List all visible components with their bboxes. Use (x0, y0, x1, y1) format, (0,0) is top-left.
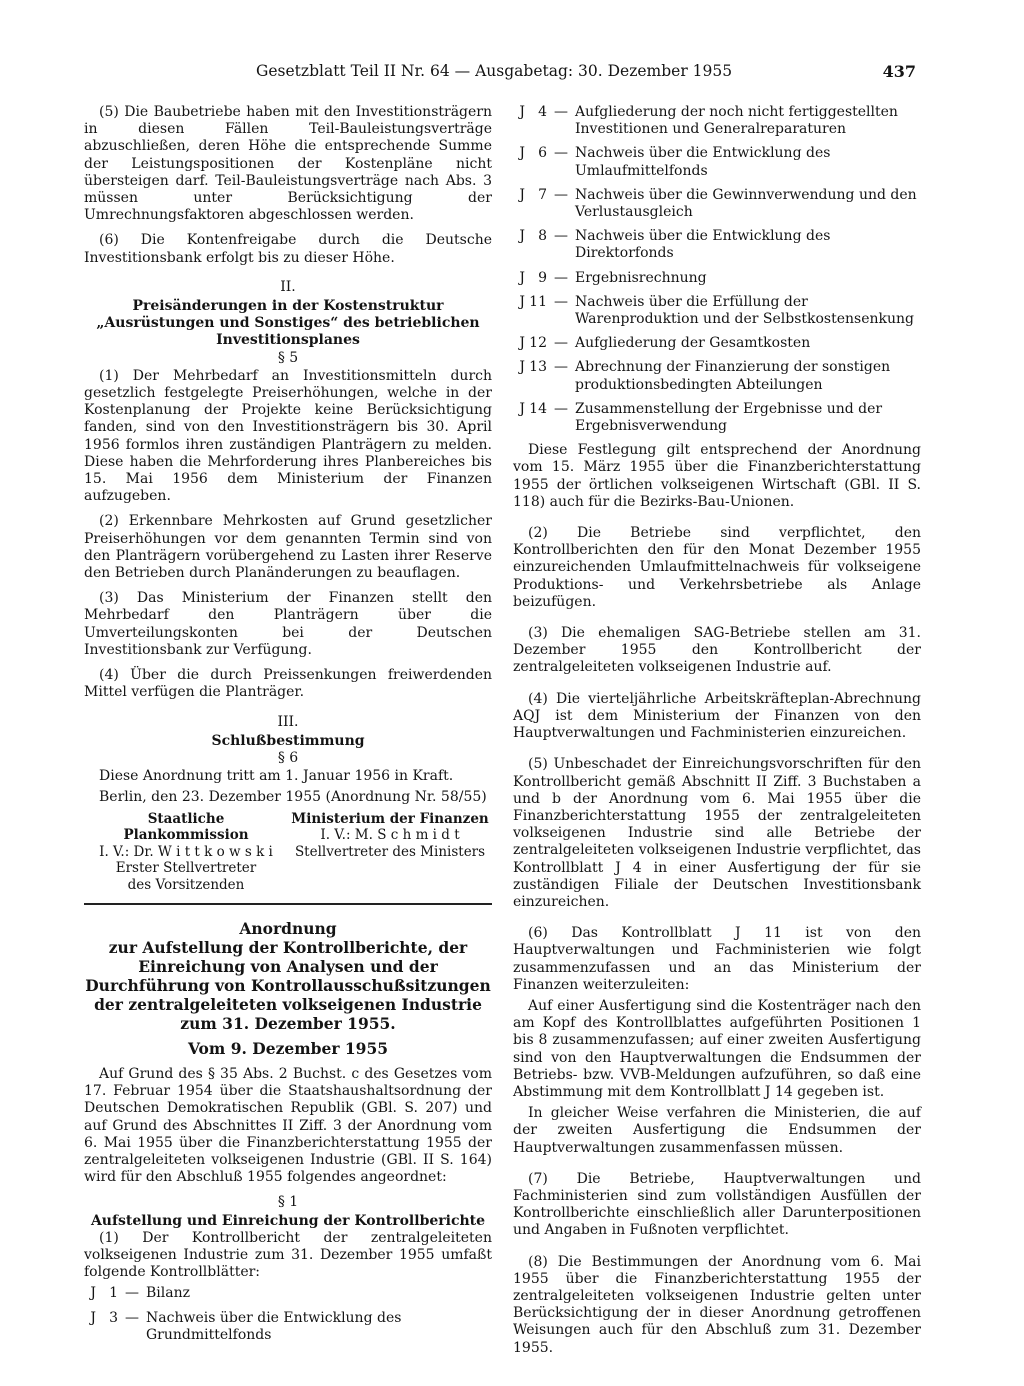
paragraph-sign: § 1 (277, 1194, 299, 1211)
paragraph: (4) Die vierteljährliche Arbeitskräfteplan-Abrechnung AQJ ist dem Ministerium der Finanzen von den Hauptverwaltungen und Fachministerien einzureichen. (513, 690, 921, 742)
signature-name: I. V.: Dr. W i t t k o w s k i (99, 843, 273, 860)
paragraph: (8) Die Bestimmungen der Anordnung vom 6. Mai 1955 über die Finanzberichterstattung 1955 der zentralgeleiteten volkseigenen Industrie gelten unter Berücksichtigung der in dieser Anordnung getroffenen Weisungen auch für den Abschluß zum 31. Dezember 1955. (513, 1253, 921, 1356)
paragraph: In gleicher Weise verfahren die Ministerien, die auf der zweiten Ausfertigung die Endsummen der Hauptverwaltungen zusammenfassen müssen. (513, 1105, 921, 1156)
paragraph: Diese Anordnung tritt am 1. Januar 1956 in Kraft. (99, 768, 454, 785)
list-item: J 3 — Nachweis über die Entwicklung des Grundmittelfonds (90, 1309, 402, 1343)
paragraph: (4) Über die durch Preissenkungen freiwerdenden Mittel verfügen die Planträger. (84, 667, 492, 701)
page-header (84, 62, 920, 86)
page-number: 437 (882, 62, 916, 81)
paragraph: Auf einer Ausfertigung sind die Kostenträger nach den am Kopf des Kontrollblattes aufgeführten Positionen 1 bis 8 zusammenzufassen; auf einer zweiten Ausfertigung sind von den Hauptverwaltungen die Endsummen der Betriebs- bzw. VVB-Meldungen aufzuführen, so daß eine Abstimmung mit dem Kontrollblatt J 14 gegeben ist. (513, 997, 921, 1100)
list-item: J 7 — Nachweis über die Gewinnverwendung und den Verlustausgleich (519, 186, 917, 221)
paragraph: (6) Die Kontenfreigabe durch die Deutsche Investitionsbank erfolgt bis zu dieser Höhe. (84, 232, 492, 266)
paragraph: (3) Das Ministerium der Finanzen stellt den Mehrbedarf den Planträgern über die Umverteilungskonten bei der Deutschen Investitionsbank zur Verfügung. (84, 590, 492, 658)
section-number: III. (277, 713, 299, 730)
list-item: J 6 — Nachweis über die Entwicklung des Umlaufmittelfonds (519, 145, 831, 179)
list-item: J 14 — Zusammenstellung der Ergebnisse und der Ergebnisverwendung (519, 400, 883, 435)
paragraph: (1) Der Kontrollbericht der zentralgeleiteten volkseigenen Industrie zum 31. Dezember 1955 umfaßt folgende Kontrollblätter: (84, 1229, 492, 1281)
section-title: Preisänderungen in der Kostenstruktur „Ausrüstungen und Sonstiges“ des betrieblichen Investitionsplanes (96, 298, 480, 349)
kontrollblatt-list (84, 1285, 492, 1344)
signature-block (84, 811, 492, 894)
anordnung-date: Vom 9. Dezember 1955 (187, 1039, 389, 1059)
left-column (84, 104, 492, 1351)
signature-role: Erster Stellvertreter (115, 860, 257, 877)
place-date: Berlin, den 23. Dezember 1955 (Anordnung Nr. 58/55) (99, 789, 487, 806)
list-item: J 13 — Abrechnung der Finanzierung der sonstigen produktionsbedingten Abteilungen (519, 359, 891, 393)
kontrollblatt-list (513, 104, 921, 435)
list-item: J 1 — Bilanz (90, 1285, 190, 1302)
signature-left (84, 811, 288, 894)
anordnung-title: zur Aufstellung der Kontrollberichte, der Einreichung von Analysen und der Durchführung von Kontrollausschußsitzungen der zentralgeleiteten volkseigenen Industrie zum 31. Dezember 1955. (85, 938, 491, 1034)
section-number: II. (280, 278, 296, 295)
list-item: J 9 — Ergebnisrechnung (519, 269, 707, 286)
paragraph: (1) Der Mehrbedarf an Investitionsmitteln durch gesetzlich festgelegte Preiserhöhungen, welche in der Kostenplanung der Projekte keine Berücksichtigung fanden, sind von den Investitionsträgern bis 30. April 1956 formlos ihren zuständigen Planträgern zu melden. Diese haben die Mehrforderung ihres Planbereiches bis 15. Mai 1956 dem Ministerium der Finanzen aufzugeben. (84, 367, 492, 505)
section-title: Schlußbestimmung (211, 732, 365, 749)
paragraph: (6) Das Kontrollblatt J 11 ist von den Hauptverwaltungen und Fachministerien wie folgt zusammenzufassen und an das Ministerium der Finanzen weiterzuleiten: (513, 925, 921, 993)
paragraph: (5) Unbeschadet der Einreichungsvorschriften für den Kontrollbericht gemäß Abschnitt II Ziff. 3 Buchstaben a und b der Anordnung vom 6. Mai 1955 über die Finanzberichterstattung 1955 der zentralgeleiteten volkseigenen Industrie sind alle Betriebe der zentralgeleiteten volkseigenen Industrie verpflichtet, das Kontrollblatt J 4 in einer Ausfertigung der für sie zuständigen Filiale der Deutschen Investitionsbank einzureichen. (513, 756, 921, 910)
paragraph: (3) Die ehemaligen SAG-Betriebe stellen am 31. Dezember 1955 den Kontrollbericht der zentralgeleiteten volkseigenen Industrie auf. (513, 625, 921, 676)
list-item: J 11 — Nachweis über die Erfüllung der Warenproduktion und der Selbstkostensenkung (519, 293, 915, 328)
list-item: J 12 — Aufgliederung der Gesamtkosten (519, 335, 811, 352)
signature-name: I. V.: M. S c h m i d t (320, 827, 460, 844)
paragraph: (7) Die Betriebe, Hauptverwaltungen und Fachministerien sind zum vollständigen Ausfüllen der Kontrollberichte einschließlich aller Darunterpositionen und Angaben in Fußnoten verpflichtet. (513, 1170, 921, 1239)
signature-role: des Vorsitzenden (127, 876, 245, 893)
signature-org: Staatliche Plankommission (123, 810, 249, 844)
paragraph: (5) Die Baubetriebe haben mit den Investitionsträgern in diesen Fällen Teil-Bauleistungsverträge abzuschließen, deren Höhe die entsprechende Summe der Leistungspositionen der Kostenpläne nicht übersteigen darf. Teil-Bauleistungsverträge nach Abs. 3 müssen unter Berücksichtigung der Umrechnungsfaktoren abgeschlossen werden. (84, 104, 492, 224)
signature-org: Ministerium der Finanzen (291, 810, 489, 827)
divider (84, 903, 492, 905)
section-title: Aufstellung und Einreichung der Kontrollberichte (90, 1212, 486, 1229)
preamble: Auf Grund des § 35 Abs. 2 Buchst. c des Gesetzes vom 17. Februar 1954 über die Staatshaushaltsordnung der Deutschen Demokratischen Republik (GBl. S. 207) und auf Grund des Abschnittes II Ziff. 3 der Anordnung vom 6. Mai 1955 über die Finanzberichterstattung 1955 der zentralgeleiteten volkseigenen Industrie (GBl. II S. 164) wird für den Abschluß 1955 folgendes angeordnet: (84, 1066, 492, 1186)
paragraph: (2) Erkennbare Mehrkosten auf Grund gesetzlicher Preiserhöhungen vor dem genannten Termin sind von den Planträgern vorübergehend zu Lasten ihrer Reserve den Betrieben durch Planänderungen zu beauflagen. (84, 513, 492, 582)
anordnung-heading: Anordnung (239, 919, 337, 939)
paragraph-sign: § 6 (277, 749, 299, 766)
signature-role: Stellvertreter des Ministers (294, 843, 486, 860)
right-column (513, 104, 921, 1365)
signature-right (288, 811, 492, 894)
paragraph: (2) Die Betriebe sind verpflichtet, den Kontrollberichten den für den Monat Dezember 1955 einzureichenden Umlaufmittelnachweis für volkseigene Produktions- und Verkehrsbetriebe als Anlage beizufügen. (513, 525, 921, 610)
header-title: Gesetzblatt Teil II Nr. 64 — Ausgabetag: 30. Dezember 1955 (256, 62, 733, 80)
paragraph-sign: § 5 (277, 349, 299, 366)
list-item: J 4 — Aufgliederung der noch nicht fertiggestellten Investitionen und Generalreparaturen (519, 104, 898, 138)
list-item: J 8 — Nachweis über die Entwicklung des Direktorfonds (519, 228, 831, 262)
paragraph: Diese Festlegung gilt entsprechend der Anordnung vom 15. März 1955 über die Finanzberichterstattung 1955 der örtlichen volkseigenen Wirtschaft (GBl. II S. 118) auch für die Bezirks-Bau-Unionen. (513, 442, 921, 510)
